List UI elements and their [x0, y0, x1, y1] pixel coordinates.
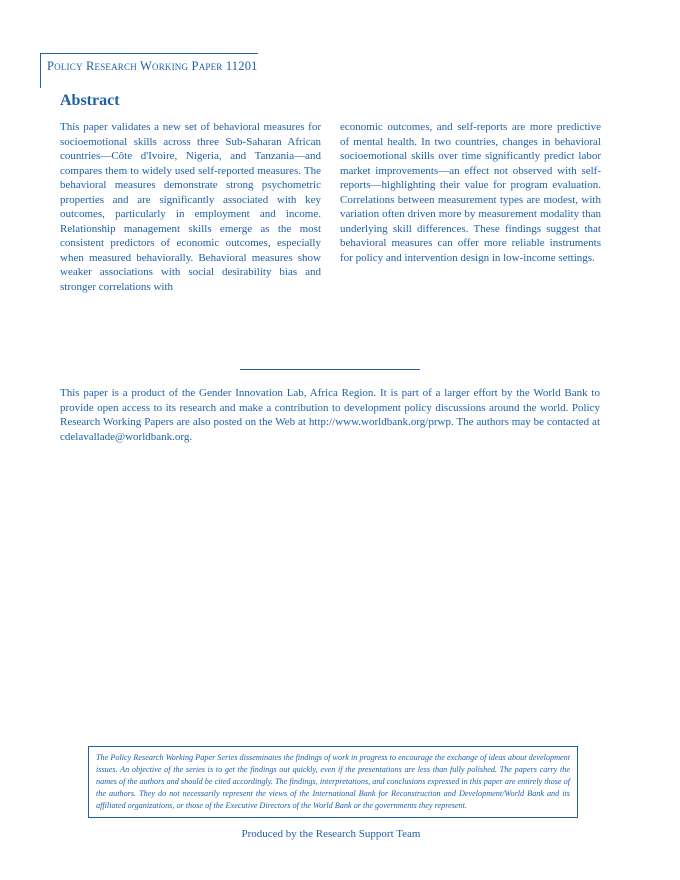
- abstract-column-right: economic outcomes, and self-reports are more predictive of mental health. In two countries, changes in behavioral socioemotional skills over time significantly predict labor market improvements—an effect not observed with self-reports—highlighting their value for program evaluation. Correlations between measurement types are modest, with variation often driven more by measurement modality than underlying skill differences. These findings suggest that behavioral measures can offer more reliable instruments for policy and intervention design in low-income settings.: [340, 121, 601, 264]
- abstract-column-left: This paper validates a new set of behavioral measures for socioemotional skills across three Sub-Saharan African countries—Côte d'Ivoire, Nigeria, and Tanzania—and compares them to widely used self-reported measures. The behavioral measures demonstrate strong psychometric properties and are significantly associated with key outcomes, particularly in employment and income. Relationship management skills emerge as the most consistent predictors of economic outcomes, especially when measured behaviorally. Behavioral measures show weaker associations with social desirability bias and stronger correlations with: [60, 121, 321, 293]
- disclaimer-box: [88, 746, 578, 818]
- series-title: Policy Research Working Paper 11201: [47, 59, 258, 73]
- section-divider: [240, 369, 420, 370]
- disclaimer-text: The Policy Research Working Paper Series disseminates the findings of work in progress to encourage the exchange of ideas about development issues. An objective of the series is to get the findings out quickly, even if the presentations are less than fully polished. The papers carry the names of the authors and should be cited accordingly. The findings, interpretations, and conclusions expressed in this paper are entirely those of the authors. They do not necessarily represent the views of the International Bank for Reconstruction and Development/World Bank and its affiliated organizations, or those of the Executive Directors of the World Bank or the governments they represent.: [96, 753, 570, 810]
- abstract-heading: Abstract: [60, 92, 120, 109]
- footer-credit: Produced by the Research Support Team: [241, 828, 421, 840]
- series-header: [40, 53, 258, 88]
- product-note: This paper is a product of the Gender Innovation Lab, Africa Region. It is part of a larger effort by the World Bank to provide open access to its research and make a contribution to development policy discussions around the world. Policy Research Working Papers are also posted on the Web at http://www.worldbank.org/prwp. The authors may be contacted at cdelavallade@worldbank.org.: [60, 387, 600, 443]
